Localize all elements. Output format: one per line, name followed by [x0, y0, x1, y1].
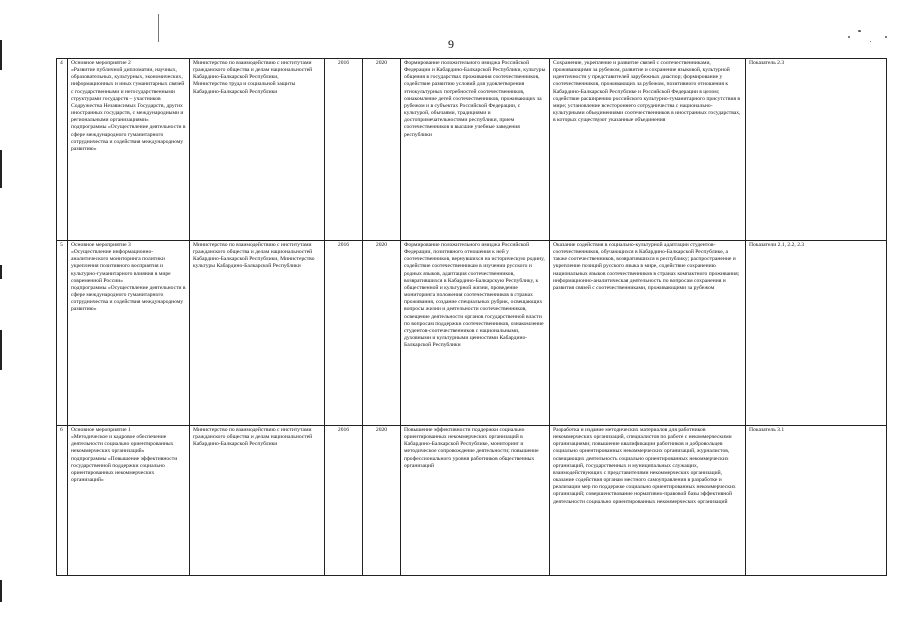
executor-cell: Министерство по взаимодействию с институтами гражданского общества и делам национальностей Кабардино-Балкарской Республики, Министерство труда и социальной защиты Кабардино-Балкарской Республики [190, 59, 325, 241]
scan-edge-mark [0, 580, 2, 602]
table-row [57, 241, 887, 426]
executor-cell: Министерство по взаимодействию с институтами гражданского общества и делам национальностей Кабардино-Балкарской Республики, Министерство культуры Кабардино-Балкарской Республики [190, 241, 325, 426]
scan-edge-mark [0, 330, 2, 370]
indicator-cell: Показатель 2.3 [746, 59, 887, 241]
expected-result-cell: Формирование положительного имиджа Российской Федерации, позитивного отношения к ней у соотечественников, вернувшихся на историческую родину, содействие соотечественникам в изучении русского и родных языков, адаптация соотечественников, возвратившихся в Кабардино-Балкарскую Республику, к общественной и культурной жизни, проведение мониторинга положения соотечественников в странах проживания, создание специальных рубрик, освещающих вопросы жизни и деятельности соотечественников, освещение деятельности органов государственной власти по вопросам поддержки соотечественников, ознакомление студентов-соотечественников с национальными, духовными и культурными ценностями Кабардино-Балкарской Республики [401, 241, 550, 426]
main-directions-cell: Оказание содействия в социально-культурной адаптации студентов-соотечественников, обучающихся в Кабардино-Балкарской Республике, а также соотечественников, возвратившихся в республику; распространение и укрепление позиций русского языка в мире, содействие сохранению национальных языков соотечественников в странах компактного проживания; информационно-аналитическая деятельность по вопросам сохранения и развития связей с соотечественниками, проживающими за рубежом [550, 241, 746, 426]
expected-result-cell: Формирование положительного имиджа Российской Федерации и Кабардино-Балкарской Республики, культуры общения в государствах проживания соотечественников, содействие развитию условий для удовлетворения этнокультурных потребностей соотечественников, ознакомление детей соотечественников, проживающих за рубежом и в субъектах Российской Федерации, с культурой, обычаями, традициями и достопримечательностями республики, прием соотечественников в высшие учебные заведения республики [401, 59, 550, 241]
scan-edge-mark [0, 265, 2, 279]
scan-speck [870, 41, 871, 42]
scan-speck [885, 36, 887, 38]
expected-result-cell: Повышение эффективности поддержки социально ориентированных некоммерческих организаций в Кабардино-Балкарской Республике, мониторинг и методическое сопровождение деятельности; повышение профессионального уровня работников общественных организаций [401, 426, 550, 576]
table-row [57, 59, 887, 241]
row-number: 5 [57, 241, 68, 426]
main-directions-cell: Разработка и издание методических материалов для работников некоммерческих организаций, специалистов по работе с некоммерческими организациями; повышение квалификации работников и добровольцев социально ориентированных некоммерческих организаций, журналистов, освещающих деятельность социально ориентированных некоммерческих организаций, государственных и муниципальных служащих, взаимодействующих с представителями некоммерческих организаций, оказание содействия органам местного самоуправления в разработке и реализации мер по поддержке социально ориентированных некоммерческих организаций; совершенствование нормативно-правовой базы эффективной деятельности социально ориентированных некоммерческих организаций [550, 426, 746, 576]
scan-speck [858, 30, 861, 32]
table-row [57, 426, 887, 576]
page-number: 9 [448, 37, 454, 51]
events-table [56, 58, 887, 576]
scan-edge-mark [0, 150, 2, 188]
year-end-cell: 2020 [363, 59, 401, 241]
indicator-cell: Показатель 3.1 [746, 426, 887, 576]
main-directions-cell: Сохранение, укрепление и развитие связей с соотечественниками, проживающими за рубежом, развитие и сохранение языковой, культурной идентичности у представителей зарубежных диаспор; формирование у соотечественников, проживающих за рубежом, позитивного отношения к Кабардино-Балкарской Республике и Российской Федерации в целом; содействие расширению российского культурно-гуманитарного присутствия в мире; установление всестороннего сотрудничества с национально-культурными объединениями соотечественников в иностранных государствах, в которых существуют указанные объединения [550, 59, 746, 241]
year-end-cell: 2020 [363, 241, 401, 426]
scan-edge-mark [0, 40, 2, 70]
event-name-cell: Основное мероприятие 1 «Методическое и кадровое обеспечение деятельности социально ориентированных некоммерческих организаций» подпрограммы «Повышение эффективности государственной поддержки социально ориентированных некоммерческих организаций» [68, 426, 190, 576]
year-start-cell: 2016 [325, 426, 363, 576]
event-name-cell: Основное мероприятие 3 «Осуществление информационно-аналитического мониторинга политики укрепления позитивного восприятия и культурно-гуманитарного влияния в мире современной России» подпрограммы «Осуществление деятельности в сфере международного гуманитарного сотрудничества и содействия международному развитию» [68, 241, 190, 426]
event-name-cell: Основное мероприятие 2 «Развитие публичной дипломатии, научных, образовательных, культурных, экономических, информационных и иных гуманитарных связей с государственными и негосударственными структурами государств – участников Содружества Независимых Государств, других иностранных государств, с международными и региональными организациями» подпрограммы «Осуществление деятельности в сфере международного гуманитарного сотрудничества и содействия международному развитию» [68, 59, 190, 241]
scan-vertical-line [158, 14, 159, 42]
row-number: 6 [57, 426, 68, 576]
scan-speck [848, 36, 850, 38]
indicator-cell: Показатели 2.1, 2.2, 2.3 [746, 241, 887, 426]
executor-cell: Министерство по взаимодействию с институтами гражданского общества и делам национальностей Кабардино-Балкарской Республики [190, 426, 325, 576]
row-number: 4 [57, 59, 68, 241]
year-start-cell: 2016 [325, 241, 363, 426]
year-start-cell: 2016 [325, 59, 363, 241]
year-end-cell: 2020 [363, 426, 401, 576]
